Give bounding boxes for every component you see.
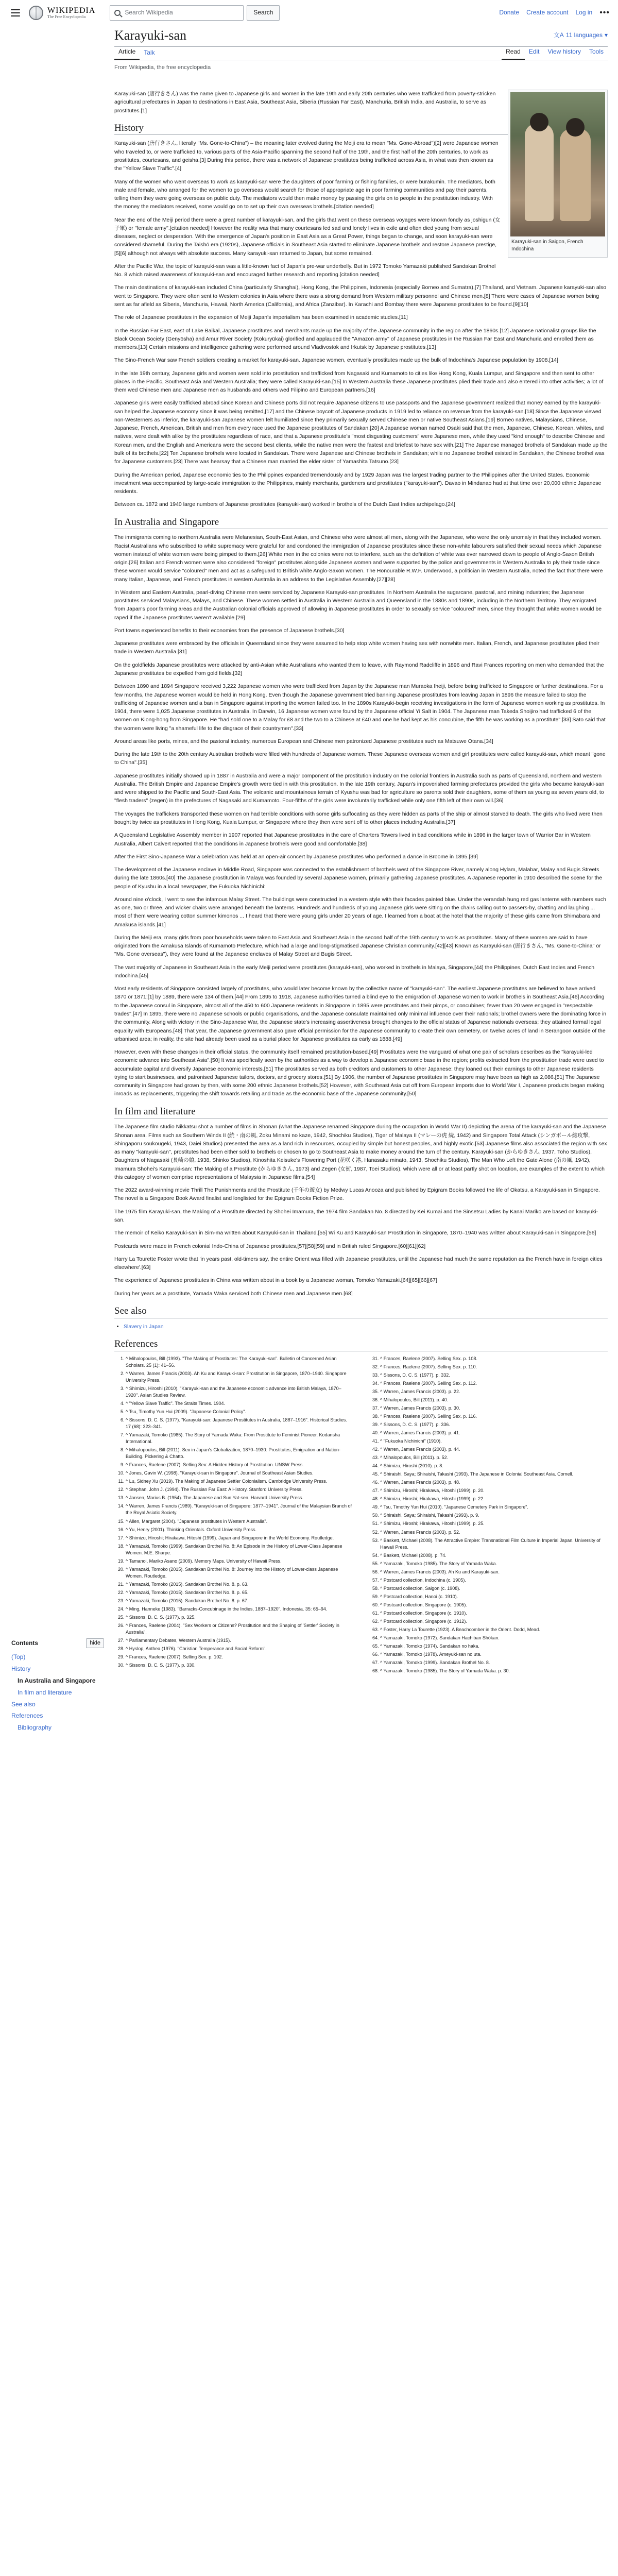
reference-item: 6. ^ Sissons, D. C. S. (1977). "Karayuki-san: Japanese Prostitutes in Australia, 1887–1916". Historical Studies. 17 (68): 323–341. [126, 1417, 353, 1430]
toc-hide-button[interactable]: hide [86, 1638, 104, 1648]
reference-item: 26. ^ Frances, Raelene (2004). "Sex Workers or Citizens? Prostitution and the Shaping of 'Settler' Society in Australia". [126, 1622, 353, 1636]
page-tabs [114, 47, 608, 60]
reference-item: 5. ^ Tsu, Timothy Yun Hui (2009). "Japanese Colonial Policy". [126, 1409, 353, 1415]
reference-item: 7. ^ Yamazaki, Tomoko (1985). The Story of Yamada Waka: From Prostitute to Feminist Pioneer. Kodansha International. [126, 1432, 353, 1445]
user-link-donate[interactable]: Donate [499, 9, 520, 16]
logo-tagline: The Free Encyclopedia [47, 14, 86, 20]
infobox [508, 90, 608, 258]
reference-item: 27. ^ Parliamentary Debates, Western Australia (1915). [126, 1637, 353, 1644]
user-link-create-account[interactable]: Create account [526, 9, 569, 16]
toc-item-bibliography[interactable]: Bibliography [18, 1724, 52, 1732]
tab-view-history[interactable]: View history [547, 47, 581, 55]
australia-paragraph: On the goldfields Japanese prostitutes were attacked by anti-Asian white Australians who wanted them to leave, with Raymond Radcliffe in 1896 and Ravi Frances reporting on men who demanded that the Japanese prostitutes be expelled from gold fields.[32] [114, 662, 604, 676]
reference-item: 35. ^ Warren, James Francis (2003). p. 22. [380, 1388, 608, 1395]
references-heading [114, 1338, 608, 1351]
history-paragraph: In the late 19th century, Japanese girls and women were sold into prostitution and trafficked from Nagasaki and Kumamoto to cities like Hong Kong, Kuala Lumpur, and Singapore and then sent to other places in the Pacific, Southeast Asia and Western Australia; they were called Karayuki-san.[15] In Western Australia these Japanese prostitutes plied their trade and also entered into other activities; a lot of them wed Chinese men and Japanese men as husbands and others wed Filipino and European partners.[16] [114, 370, 604, 394]
reference-item: 65. ^ Yamazaki, Tomoko (1974). Sandakan no haka. [380, 1643, 608, 1650]
australia-paragraph: The immigrants coming to northern Australia were Melanesian, South-East Asian, and Chinese who were almost all men, along with the Japanese, who were the only anomaly in that they included women. Racist Australians who subscribed to white supremacy were grateful for and condoned the immigration of Japanese prostitutes since these non-white labourers satisfied their sexual needs which Japanese women instead of white women were being pimped to them.[26] White men in the colonies were not to interfere, such as the definition of white was ever narrowed down to people of Anglo-Saxon British origin.[26] Italian and French women were also considered "foreign" prostitutes alongside Japanese women and were supported by the police and governments in Western Australia to ply their trade since these women would service "coloured" men and act as a safeguard to British white Anglo-Saxon women. The Honourable R.W.F. Underwood, a politician in Western Australia, noted the fact that there were many Italian, Japanese, and French prostitutes in western Australia in an address to the Legislative Assembly.[27][28] [114, 534, 603, 583]
film-paragraph: Harry La Tourette Foster wrote that 'in years past, old-timers say, the entire Orient was filled with Japanese prostitutes, until the Japanese had much the same reputation as the French have in foreign cities elsewhere'.[63] [114, 1256, 603, 1271]
globe-icon [29, 6, 43, 20]
karayuki-san-photo[interactable] [510, 92, 605, 236]
australia-paragraph: After the First Sino-Japanese War a celebration was held at an open-air concert by Japanese prostitutes who performed a dance in Broome in 1895.[39] [114, 853, 478, 860]
reference-item: 15. ^ Allen, Margaret (2004). "Japanese prostitutes in Western Australia". [126, 1518, 353, 1525]
title-area [114, 27, 608, 72]
reference-item: 60. ^ Postcard collection, Singapore (c. 1905). [380, 1602, 608, 1608]
reference-item: 53. ^ Baskett, Michael (2008). The Attractive Empire: Transnational Film Culture in Imperial Japan. University of Hawaii Press. [380, 1537, 608, 1551]
reference-item: 37. ^ Warren, James Francis (2003). p. 30. [380, 1405, 608, 1412]
reference-item: 42. ^ Warren, James Francis (2003). p. 44. [380, 1446, 608, 1453]
toc-item-in-film-and-literature[interactable]: In film and literature [18, 1688, 72, 1696]
film-heading [114, 1106, 608, 1119]
reference-item: 38. ^ Frances, Raelene (2007). Selling Sex. p. 116. [380, 1413, 608, 1420]
film-paragraph: The 1975 film Karayuki-san, the Making of a Prostitute directed by Shohei Imamura, the 1974 film Sandakan No. 8 directed by Kei Kumai and the Sinsetsu Ladies by Kanai Mariko are based on karayuki-san. [114, 1208, 598, 1224]
chevron-down-icon: ▾ [604, 31, 608, 39]
toc-title: Contents [11, 1639, 38, 1647]
see-also-item [124, 1323, 608, 1331]
reference-item: 61. ^ Postcard collection, Singapore (c. 1910). [380, 1610, 608, 1617]
australia-paragraph: During the Meiji era, many girls from poor households were taken to East Asia and Southeast Asia in the second half of the 19th century to work as prostitutes. Many of these women are said to have originated from the Amakusa Islands of Kumamoto Prefecture, which had a large and long-stigmatised Japanese Christian community.[42][43] Known as Karayuki-san (唐行きさん, "Ms. Gone-to-China" or "Ms. Gone overseas"), they were found at the Japanese enclaves of Malay Street and Bugis Street. [114, 934, 601, 958]
reference-item: 64. ^ Yamazaki, Tomoko (1972). Sandakan Hachiban Shōkan. [380, 1635, 608, 1641]
search-input[interactable] [110, 5, 244, 21]
toc-item-top[interactable]: (Top) [11, 1653, 26, 1661]
reference-item: 21. ^ Yamazaki, Tomoko (2015). Sandakan Brothel No. 8. p. 63. [126, 1581, 353, 1588]
from-line: From Wikipedia, the free encyclopedia [114, 64, 211, 71]
australia-paragraph: Japanese prostitutes initially showed up in 1887 in Australia and were a major component of the prostitution industry on the colonial frontiers in Australia such as parts of Queensland, northern and western Australia. The British Empire and Japanese Empire's growth were tied in with this prostitution. In the late 19th century, Japan's impoverished farming prefectures provided the girls who became karayuki-san and were shipped to the Pacific and South-East Asia. The volcanic and mountainous terrain of Kyushu was bad for agriculture so parents sold their daughters, some of them as young as seven years old, to "flesh traders" (zegen) in the prefectures of Nagasaki and Kumamoto. Four-fifths of the girls were involuntarily trafficked while only one fifth left of their own will.[36] [114, 772, 605, 804]
wikipedia-logo[interactable] [29, 6, 95, 20]
history-paragraph: Japanese girls were easily trafficked abroad since Korean and Chinese ports did not require Japanese citizens to use passports and the Japanese government realized that money earned by the karayuki-san helped the Japanese economy since it was being remitted,[17] and the Chinese boycott of Japanese products in 1919 led to reliance on revenue from the karayuki-san.[18] Since the Japanese viewed non-Westerners as inferior, the karayuki-san Japanese women felt humiliated since they primarily sexually served Chinese men or native Southeast Asians.[19] Borneo natives, Malaysians, Chinese, Japanese, French, American, British and men from every race used the Japanese prostitutes of Sandakan.[20] A Japanese woman named Osaki said that the men, Japanese, Chinese, Korean, whites, and natives, were dealt with alike by the prostitutes regardless of race, and that a Japanese prostitute's "most disgusting customers" were Japanese men, while they used "kind enough" to describe Chinese and Korean men, and the English and Americans were the second best clients, while the native men were the fastest and briefest to have sex with.[21] The Japanese managed brothels of Sandakan made up the bulk of its brothels.[22] Ten Japanese brothels were located in Sandakan. There were Japanese and Chinese brothels in Sandakan; while no Japanese brothel existed in Sandakan, the Chinese brothel was for Japanese customers.[23] There was hearsay that a Chinese man married the elder sister of Yamashita Tatsuno.[23] [114, 400, 608, 465]
reference-item: 12. ^ Stephan, John J. (1994). The Russian Far East: A History. Stanford University Press. [126, 1486, 353, 1493]
reference-item: 45. ^ Shiraishi, Saya; Shiraishi, Takashi (1993). The Japanese in Colonial Southeast Asia. Cornell. [380, 1471, 608, 1478]
more-options-icon[interactable]: ••• [599, 8, 610, 18]
search-icon [114, 10, 121, 16]
main-menu-button[interactable] [8, 6, 23, 20]
reference-item: 20. ^ Yamazaki, Tomoko (2015). Sandakan Brothel No. 8: Journey into the History of Lower-class Japanese Women. Routledge. [126, 1566, 353, 1580]
history-heading: History [114, 122, 608, 135]
australia-paragraph: During the late 19th to the 20th century Australian brothels were filled with hundreds of Japanese women. These Japanese overseas women and girl prostitutes were called karayuki-san, which meant "gone to China".[35] [114, 751, 606, 766]
reference-item: 43. ^ Mihalopoulos, Bill (2011). p. 52. [380, 1454, 608, 1461]
reference-item: 52. ^ Warren, James Francis (2003). p. 52. [380, 1529, 608, 1536]
reference-item: 4. ^ "Yellow Slave Traffic". The Straits Times. 1904. [126, 1400, 353, 1407]
tabs-right [502, 45, 608, 60]
tab-edit[interactable]: Edit [528, 47, 540, 55]
article-content [114, 90, 608, 1674]
history-paragraph: After the Pacific War, the topic of karayuki-san was a little-known fact of Japan's pre-war underbelly. But in 1972 Tomoko Yamazaki published Sandakan Brothel No. 8 which raised awareness of karayuki-san and encouraged further research and reporting.[citation needed] [114, 263, 496, 278]
reference-item: 47. ^ Shimizu, Hiroshi; Hirakawa, Hitoshi (1999). p. 20. [380, 1487, 608, 1494]
reference-item: 10. ^ Jones, Gavin W. (1998). "Karayuki-san in Singapore". Journal of Southeast Asian Studies. [126, 1470, 353, 1477]
reference-item: 18. ^ Yamazaki, Tomoko (1999). Sandakan Brothel No. 8: An Episode in the History of Lower-Class Japanese Women. M.E. Sharpe. [126, 1543, 353, 1556]
reference-item: 59. ^ Postcard collection, Hanoi (c. 1910). [380, 1594, 608, 1600]
australia-paragraph: Around areas like ports, mines, and the pastoral industry, numerous European and Chinese men patronized Japanese prostitutes such as Matsuwe Otana.[34] [114, 738, 493, 744]
tab-read[interactable]: Read [502, 45, 525, 60]
reference-item: 46. ^ Warren, James Francis (2003). p. 48. [380, 1479, 608, 1486]
history-paragraph: The Sino-French War saw French soldiers creating a market for karayuki-san. Japanese women, eventually prostitutes made up the bulk of Indochina's Japanese population by 1908.[14] [114, 357, 558, 364]
history-paragraph: The main destinations of karayuki-san included China (particularly Shanghai), Hong Kong, the Philippines, Indonesia (especially Borneo and Sumatra),[7] Thailand, and Vietnam. Japanese karayuki-san also went to Singapore. They were often sent to Western colonies in Asia where there was a strong demand from Western military personnel and Chinese men.[8] There were cases of Japanese women being sent as far afield as Siberia, Manchuria, Hawaii, North America (California), and Africa (Zanzibar). In Karachi and Bombay there were Japanese prostitutes to be found.[9][10] [114, 284, 607, 308]
film-paragraph: The 2022 award-winning movie Thrill The Punishments and the Prostitute (千年の遊女) by Medwy Lucas Anooza and published by Epigram Books followed the life of Okatsu, a Karayuki-san in Singapore. The novel is a Singapore Book Award finalist and longlisted for the Epigram Books Fiction Prize. [114, 1187, 600, 1202]
toc-item-history[interactable]: History [11, 1665, 31, 1673]
reference-item: 67. ^ Yamazaki, Tomoko (1999). Sandakan Brothel No. 8. [380, 1659, 608, 1666]
tab-article[interactable]: Article [114, 45, 140, 60]
reference-item: 19. ^ Tamanoi, Mariko Asano (2009). Memory Maps. University of Hawaii Press. [126, 1558, 353, 1565]
reference-item: 14. ^ Warren, James Francis (1989). "Karayuki-san of Singapore: 1877–1941". Journal of the Malaysian Branch of the Royal Asiatic Society. [126, 1503, 353, 1516]
reference-item: 9. ^ Frances, Raelene (2007). Selling Sex: A Hidden History of Prostitution. UNSW Press. [126, 1462, 353, 1468]
toc-item-references[interactable]: References [11, 1712, 43, 1720]
history-paragraph: During the American period, Japanese economic ties to the Philippines expanded tremendously and by 1929 Japan was the largest trading partner to the Philippines after the United States. Economic investment was accompanied by large-scale immigration to the Philippines, mainly merchants, gardeners and prostitutes ("karayuki-san"). Davao in Mindanao had at that time over 20,000 ethnic Japanese residents. [114, 471, 602, 495]
reference-item: 49. ^ Tsu, Timothy Yun Hui (2010). "Japanese Cemetery Park in Singapore". [380, 1504, 608, 1511]
australia-paragraph: However, even with these changes in their official status, the community itself remained prostitution-based.[49] Prostitutes were the vanguard of what one pair of scholars describes as the "karayuki-led economic advance into Southeast Asia".[50] It was specifically seen by the authorities as a way to develop a Japanese economic base in the region; profits extracted from the prostitution trade were used to accumulate capital and diversify Japanese economic interests.[51] The prostitutes served as both creditors and customers to other Japanese: they loaned out their earnings to other Japanese residents trying to start businesses, and patronised Japanese tailors, doctors, and grocery stores.[51] By 1906, the number of Japanese prostitutes in Singapore may have been as high as 2,086.[51] The Japanese community in Singapore had grown by then, with some 200 ethnic Japanese brothels.[52] However, with Southeast Asia cut off from European imports due to World War I, Japanese products began making inroads as replacements, triggering the shift towards retailing and trade as the economic base of the Japanese community.[50] [114, 1049, 605, 1097]
reference-item: 29. ^ Frances, Raelene (2007). Selling Sex. p. 102. [126, 1654, 353, 1660]
reference-item: 44. ^ Shimizu, Hiroshi (2010). p. 8. [380, 1463, 608, 1469]
reference-item: 48. ^ Shimizu, Hiroshi; Hirakawa, Hitoshi (1999). p. 22. [380, 1496, 608, 1502]
see-also-link[interactable]: Slavery in Japan [124, 1323, 164, 1330]
reference-item: 62. ^ Postcard collection, Singapore (c. 1912). [380, 1618, 608, 1625]
see-also-heading [114, 1305, 608, 1318]
reference-item: 55. ^ Yamazaki, Tomoko (1985). The Story of Yamada Waka. [380, 1561, 608, 1567]
reference-item: 40. ^ Warren, James Francis (2003). p. 41. [380, 1430, 608, 1436]
history-paragraph: The role of Japanese prostitutes in the expansion of Meiji Japan's imperialism has been examined in academic studies.[11] [114, 314, 408, 321]
reference-item: 56. ^ Warren, James Francis (2003). Ah Ku and Karayuki-san. [380, 1569, 608, 1575]
reference-item: 13. ^ Jansen, Marius B. (1954). The Japanese and Sun Yat-sen. Harvard University Press. [126, 1495, 353, 1501]
australia-paragraph: The development of the Japanese enclave in Middle Road, Singapore was connected to the establishment of brothels west of the Singapore River, namely along Hylam, Malabar, Malay and Bugis Streets during the late 1860s.[40] The Japanese prostitution in Malaya was founded by several Japanese women, primarily gathering Japanese prostitutes. A Japanese reporter in 1910 described the scene for the people of Kyushu in a local newspaper, the Fukuoka Nichinichi: [114, 867, 603, 890]
references-list [114, 1355, 608, 1675]
reference-item: 57. ^ Postcard collection, Indochina (c. 1905). [380, 1577, 608, 1584]
page-title: Karayuki-san [114, 28, 187, 43]
australia-paragraph: A Queensland Legislative Assembly member in 1907 reported that Japanese prostitutes in the care of Charters Towers lived in bad conditions while in 1896 in the larger town of Warrior Bar in Western Australia, Albert Calvert reported that the conditions in Japanese brothels were good and comfortable.[38] [114, 832, 591, 847]
see-also-heading-text: See also [114, 1305, 147, 1316]
reference-item: 33. ^ Sissons, D. C. S. (1977). p. 332. [380, 1372, 608, 1379]
page-title-row [114, 27, 608, 47]
language-count: 11 languages [565, 31, 603, 39]
infobox-caption: Karayuki-san in Saigon, French Indochina [511, 239, 583, 252]
translate-icon: 文A [553, 31, 564, 39]
film-paragraph: The memoir of Keiko Karayuki-san in Sim-ma written about Karayuki-san in Thailand.[55] Wi Ku and Karayuki-san Prostitution in Singapore, 1870–1940 was written about Karayuki-san in Singapore.[56] [114, 1230, 596, 1236]
reference-item: 68. ^ Yamazaki, Tomoko (1985). The Story of Yamada Waka. p. 30. [380, 1668, 608, 1674]
reference-item: 16. ^ Yu, Henry (2001). Thinking Orientals. Oxford University Press. [126, 1527, 353, 1533]
history-paragraph: Many of the women who went overseas to work as karayuki-san were the daughters of poor farming or fishing families, or were burakumin. The mediators, both male and female, who arranged for the women to go overseas would search for those of appropriate age in poor farming communities and pay their parents, telling them they were going overseas on public duty. The mediators would then make money by passing the girls on to people in the prostitution industry. With the money the mediators received, some would go on to set up their own overseas brothels.[citation needed] [114, 178, 495, 210]
reference-item: 63. ^ Foster, Harry La Tourette (1923). A Beachcomber in the Orient. Dodd, Mead. [380, 1626, 608, 1633]
reference-item: 32. ^ Frances, Raelene (2007). Selling Sex. p. 110. [380, 1364, 608, 1370]
reference-item: 17. ^ Shimizu, Hiroshi; Hirakawa, Hitoshi (1999). Japan and Singapore in the World Economy. Routledge. [126, 1535, 353, 1541]
reference-item: 54. ^ Baskett, Michael (2008). p. 74. [380, 1552, 608, 1559]
reference-item: 50. ^ Shiraishi, Saya; Shiraishi, Takashi (1993). p. 9. [380, 1512, 608, 1519]
film-section [114, 1123, 608, 1298]
toc-item-see-also[interactable]: See also [11, 1700, 36, 1708]
lead-section [114, 90, 608, 509]
search-placeholder: Search Wikipedia [125, 9, 173, 16]
table-of-contents [11, 1638, 104, 1734]
reference-item: 8. ^ Mihalopoulos, Bill (2011). Sex in Japan's Globalization, 1870–1930: Prostitutes, Emigration and Nation-Building. Pickering & Chatto. [126, 1447, 353, 1460]
australia-paragraph: Japanese prostitutes were embraced by the officials in Queensland since they were assumed to help stop white women having sex with nonwhite men. Italian, French, and Japanese prostitutes plied their trade in Western Australia.[31] [114, 640, 599, 655]
reference-item: 30. ^ Sissons, D. C. S. (1977). p. 330. [126, 1662, 353, 1669]
reference-item: 51. ^ Shimizu, Hiroshi; Hirakawa, Hitoshi (1999). p. 25. [380, 1520, 608, 1527]
reference-item: 41. ^ "Fukuoka Nichinichi" (1910). [380, 1438, 608, 1445]
reference-item: 1. ^ Mihalopoulos, Bill (1993). "The Making of Prostitutes: The Karayuki-san". Bulletin of Concerned Asian Scholars. 25 (1): 41–56. [126, 1355, 353, 1369]
australia-paragraph: The voyages the traffickers transported these women on had terrible conditions with some girls suffocating as they were hidden as parts of the ship or almost starved to death. The girls who lived were then bought by twice as prostitutes in Hong Kong, Kuala Lumpur, or Singapore where they then were sent off to other places including Australia.[37] [114, 810, 603, 825]
australia-paragraph: The vast majority of Japanese in Southeast Asia in the early Meiji period were prostitutes (karayuki-san), who worked in brothels in Malaya, Singapore,[44] the Philippines, Dutch East Indies and French Indochina.[45] [114, 964, 595, 979]
australia-paragraph: In Western and Eastern Australia, pearl-diving Chinese men were serviced by Japanese Karayuki-san prostitutes. In Northern Australia the sugarcane, pastoral, and mining industries; the Japanese prostitutes serviced Malaysians, Malays, and Chinese. These women settled in Australia in Western Australia and Queensland in the 1880s and 1890s, including in the Northern Territory. They emigrated from Japan's poor farming areas and the Australian colonial officials approved of allowing in Japanese prostitutes in order to sexually service "coloured" men, since they thought that white women would be raped if the Japanese prostitutes weren't available.[29] [114, 589, 602, 621]
australia-paragraph: Port towns experienced benefits to their economies from the presence of Japanese brothels.[30] [114, 627, 345, 634]
search-button[interactable]: Search [247, 5, 280, 21]
reference-item: 28. ^ Hyslop, Anthea (1976). "Christian Temperance and Social Reform". [126, 1646, 353, 1652]
film-paragraph: During her years as a prostitute, Yamada Waka serviced both Chinese men and Japanese men.[68] [114, 1290, 353, 1297]
film-paragraph: Postcards were made in French colonial Indo-China of Japanese prostitutes,[57][58][59] and in British ruled Singapore.[60][61][62] [114, 1243, 426, 1249]
reference-item: 39. ^ Sissons, D. C. S. (1977). p. 336. [380, 1421, 608, 1428]
history-paragraph: Karayuki-san (唐行きさん, literally "Ms. Gone-to-China") – the meaning later evolved during the Meiji era to mean "Ms. Gone-Abroad")[2] were Japanese women who traveled to, or were trafficked to, various parts of the Asia-Pacific spanning the second half of the 19th, and the first half of the 20th centuries, to work as prostitutes, courtesans, and geisha.[3] During this period, there was a network of Japanese prostitutes being trafficked across Asia, in what was then known as the "Yellow Slave Traffic".[4] [114, 140, 499, 172]
reference-item: 36. ^ Mihalopoulos, Bill (2011). p. 40. [380, 1397, 608, 1403]
film-paragraph: The experience of Japanese prostitutes in China was written about in a book by a Japanese woman, Tomoko Yamazaki.[64][65][66][67] [114, 1277, 437, 1284]
tab-tools[interactable]: Tools [589, 47, 604, 55]
reference-item: 58. ^ Postcard collection, Saigon (c. 1908). [380, 1585, 608, 1592]
toc-item-in-australia-and-singapore[interactable]: In Australia and Singapore [18, 1676, 96, 1684]
toc-header [11, 1638, 104, 1648]
reference-item: 31. ^ Frances, Raelene (2007). Selling Sex. p. 108. [380, 1355, 608, 1362]
australia-paragraph: Around nine o'clock, I went to see the infamous Malay Street. The buildings were constructed in a western style with their facades painted blue. Under the verandah hung red gas lanterns with numbers such as one, two or three, and wicker chairs were arranged beneath the lanterns. Hundreds and hundreds of young Japanese girls were sitting on the chairs calling out to passers-by, chatting and laughing ... most of them were wearing cotton summer kimonos ... I heard that there were young girls under 20 years of age. I learned from a boat at the hotel that the majority of these girls came from Shimabara and Amakusa islands.[41] [114, 896, 606, 928]
references-heading-text: References [114, 1338, 158, 1349]
reference-item: 24. ^ Ming, Hanneke (1983). "Barracks-Concubinage in the Indies, 1887–1920". Indonesia. 35: 65–94. [126, 1606, 353, 1613]
australia-heading-text: In Australia and Singapore [114, 516, 219, 528]
reference-item: 22. ^ Yamazaki, Tomoko (2015). Sandakan Brothel No. 8. p. 65. [126, 1589, 353, 1596]
film-heading-text: In film and literature [114, 1106, 196, 1117]
film-paragraph: The Japanese film studio Nikkatsu shot a number of films in Shonan (what the Japanese renamed Singapore during the occupation in World War II) depicting the arena of the karayuki-san and the Japanese Shonan area. Films such as Southern Winds II (続・南の風, Zoku Minami no kaze, 1942, Shochiku Studios), Tiger of Malaya II (マレーの虎 続, 1942) and Singapore Total Attack (シンガポール総攻撃, Shingaporu soukougeki, 1943, Daiei Studios) presented the area as a land rich in resources, occupied by simple but honest peoples, and highly exotic.[53] Japanese films also associated the region with sex as many "karayuki-san", prostitutes had been either sold to brothels or chosen to go to Southeast Asia to make money around the turn of the century. Karayuki-san (からゆきさん, 1937, Toho Studios), Daughters of Nagasaki (長崎の娘, 1938, Shinko Studios), Kinoshita Keisuke's Flowering Port (花咲く港, Hanasaku minato, 1943, Shochiku Studios), The Man Who Left the Gate Alone (南の風, 1942), Imamura Shohei's Karayuki-san: The Making of a Prostitute (からゆきさん, 1973) and Zegen (女衒, 1987, Toei Studios), which were all or at least partly shot on location, are examples of the extent to which this category of women comprise representations of Malaysia in Japanese films.[54] [114, 1124, 607, 1180]
australia-paragraph: Most early residents of Singapore consisted largely of prostitutes, who would later become known by the collective name of "karayuki-san". The earliest Japanese prostitutes are believed to have arrived 1870 or 1871;[1] by 1889, there were 134 of them.[44] From 1895 to 1918, Japanese authorities turned a blind eye to the emigration of Japanese women to work in brothels in Southeast Asia.[46] According to the Japanese consul in Singapore, almost all of the 450 to 600 Japanese residents in Singapore in 1895 were prostitutes and their pimps, or concubines; fewer than 20 were engaged in "respectable trades".[47] In 1895, there were no Japanese schools or public organisations, and the Japanese consulate maintained only minimal influence over their nationals; brothel owners were the dominating force in the community. Along with victory in the Sino-Japanese War, the Japanese state's increasing assertiveness brought changes to the official status of Japanese nationals overseas; they attained formal legal equality with Europeans.[48] That year, the Japanese government also gave official permission for the Japanese community to create their own cemetery, on twelve acres of land in Serangoon outside of the urbanised area; in reality, the site had already been used as a burial place for Japanese prostitutes as early as 1888.[49] [114, 986, 607, 1042]
australia-section [114, 533, 608, 1098]
reference-item: 23. ^ Yamazaki, Tomoko (2015). Sandakan Brothel No. 8. p. 67. [126, 1598, 353, 1604]
history-paragraph: In the Russian Far East, east of Lake Baikal, Japanese prostitutes and merchants made up the majority of the Japanese community in the region after the 1860s.[12] Japanese nationalist groups like the Black Ocean Society (Genyōsha) and Amur River Society (Kokuryūkai) glorified and applauded the "Amazon army" of Japanese prostitutes in the Russian Far East and Manchuria and enrolled them as members.[13] Certain missions and intelligence gathering were performed around Vladivostok and Irkutsk by Japanese prostitutes.[13] [114, 327, 596, 351]
site-header [0, 0, 618, 26]
reference-item: 3. ^ Shimizu, Hiroshi (2010). "Karayuki-san and the Japanese economic advance into British Malaya, 1870–1920". Asian Studies Review. [126, 1385, 353, 1399]
tab-talk[interactable]: Talk [144, 48, 155, 56]
lead-paragraph: Karayuki-san (唐行きさん) was the name given to Japanese girls and women in the late 19th and early 20th centuries who were trafficked from poverty-stricken agricultural prefectures in Japan to destinations in East Asia, Southeast Asia, Siberia (Russian Far East), Manchuria, British India, and Australia, to serve as prostitutes.[1] [114, 91, 496, 114]
user-link-log-in[interactable]: Log in [575, 9, 593, 16]
history-paragraph: Near the end of the Meiji period there were a great number of karayuki-san, and the girls that went on these overseas voyages were known fondly as joshigun (女子軍) or "female army".[citation needed] However the reality was that many courtesans led sad and lonely lives in exile and often died young from sexual diseases, neglect or desperation. With the emergence of Japan's position in East Asia as a Great Power, things began to change, and soon karayuki-san were considered shameful. During the Taishō era (1920s), Japanese officials in Southeast Asia started to eliminate Japanese brothels and restore Japanese prestige,[5][6] although not always with absolute success. Many karayuki-san returned to Japan, but some remained. [114, 216, 501, 257]
reference-item: 11. ^ Lu, Sidney Xu (2019). The Making of Japanese Settler Colonialism. Cambridge University Press. [126, 1478, 353, 1485]
reference-item: 2. ^ Warren, James Francis (2003). Ah Ku and Karayuki-san: Prostitution in Singapore, 1870–1940. Singapore University Press. [126, 1370, 353, 1384]
australia-paragraph: Between 1890 and 1894 Singapore received 3,222 Japanese women who were trafficked from Japan by the Japanese man Muraoka Iheiji, before being trafficked to Singapore or further destinations. For a few months, the Japanese women would be held in Hong Kong. Even though the Japanese government tried banning Japanese prostitutes from leaving Japan in 1896 the measure failed to stop the trafficking of Japanese women and a ban in Singapore against importing the women failed too. In the 1890s Karayuki-begin receiving investigations in the form of Japanese women working as prostitutes. In 1904, there were 1,025 Japanese prostitutes in Australia. In Darwin, 16 Japanese women were found by the Japanese official Yi Salt in 1904. The Japanese man Takeda Shoijiro had trafficked 6 of the women on Kiong-hong from Singapore. He "had sold one to a Malay for £8 and the two to a Chinese at £40 and one he had kept as his concubine, the fifth he was working as a prostitute".[33] Sato said that the women were living "a shameful life to the disgrace of their countrymen".[33] [114, 683, 606, 732]
see-also-section [114, 1323, 608, 1331]
language-button[interactable] [554, 31, 608, 40]
logo-title: WIKIPEDIA [47, 6, 96, 15]
reference-item: 34. ^ Frances, Raelene (2007). Selling Sex. p. 112. [380, 1380, 608, 1387]
history-paragraph: Between ca. 1872 and 1940 large numbers of Japanese prostitutes (karayuki-san) worked in brothels of the Dutch East Indies archipelago.[24] [114, 501, 455, 508]
reference-item: 66. ^ Yamazaki, Tomoko (1978). Ameyuki-san no uta. [380, 1651, 608, 1658]
reference-item: 25. ^ Sissons, D. C. S. (1977). p. 325. [126, 1614, 353, 1621]
australia-heading [114, 516, 608, 530]
user-links [499, 6, 610, 20]
